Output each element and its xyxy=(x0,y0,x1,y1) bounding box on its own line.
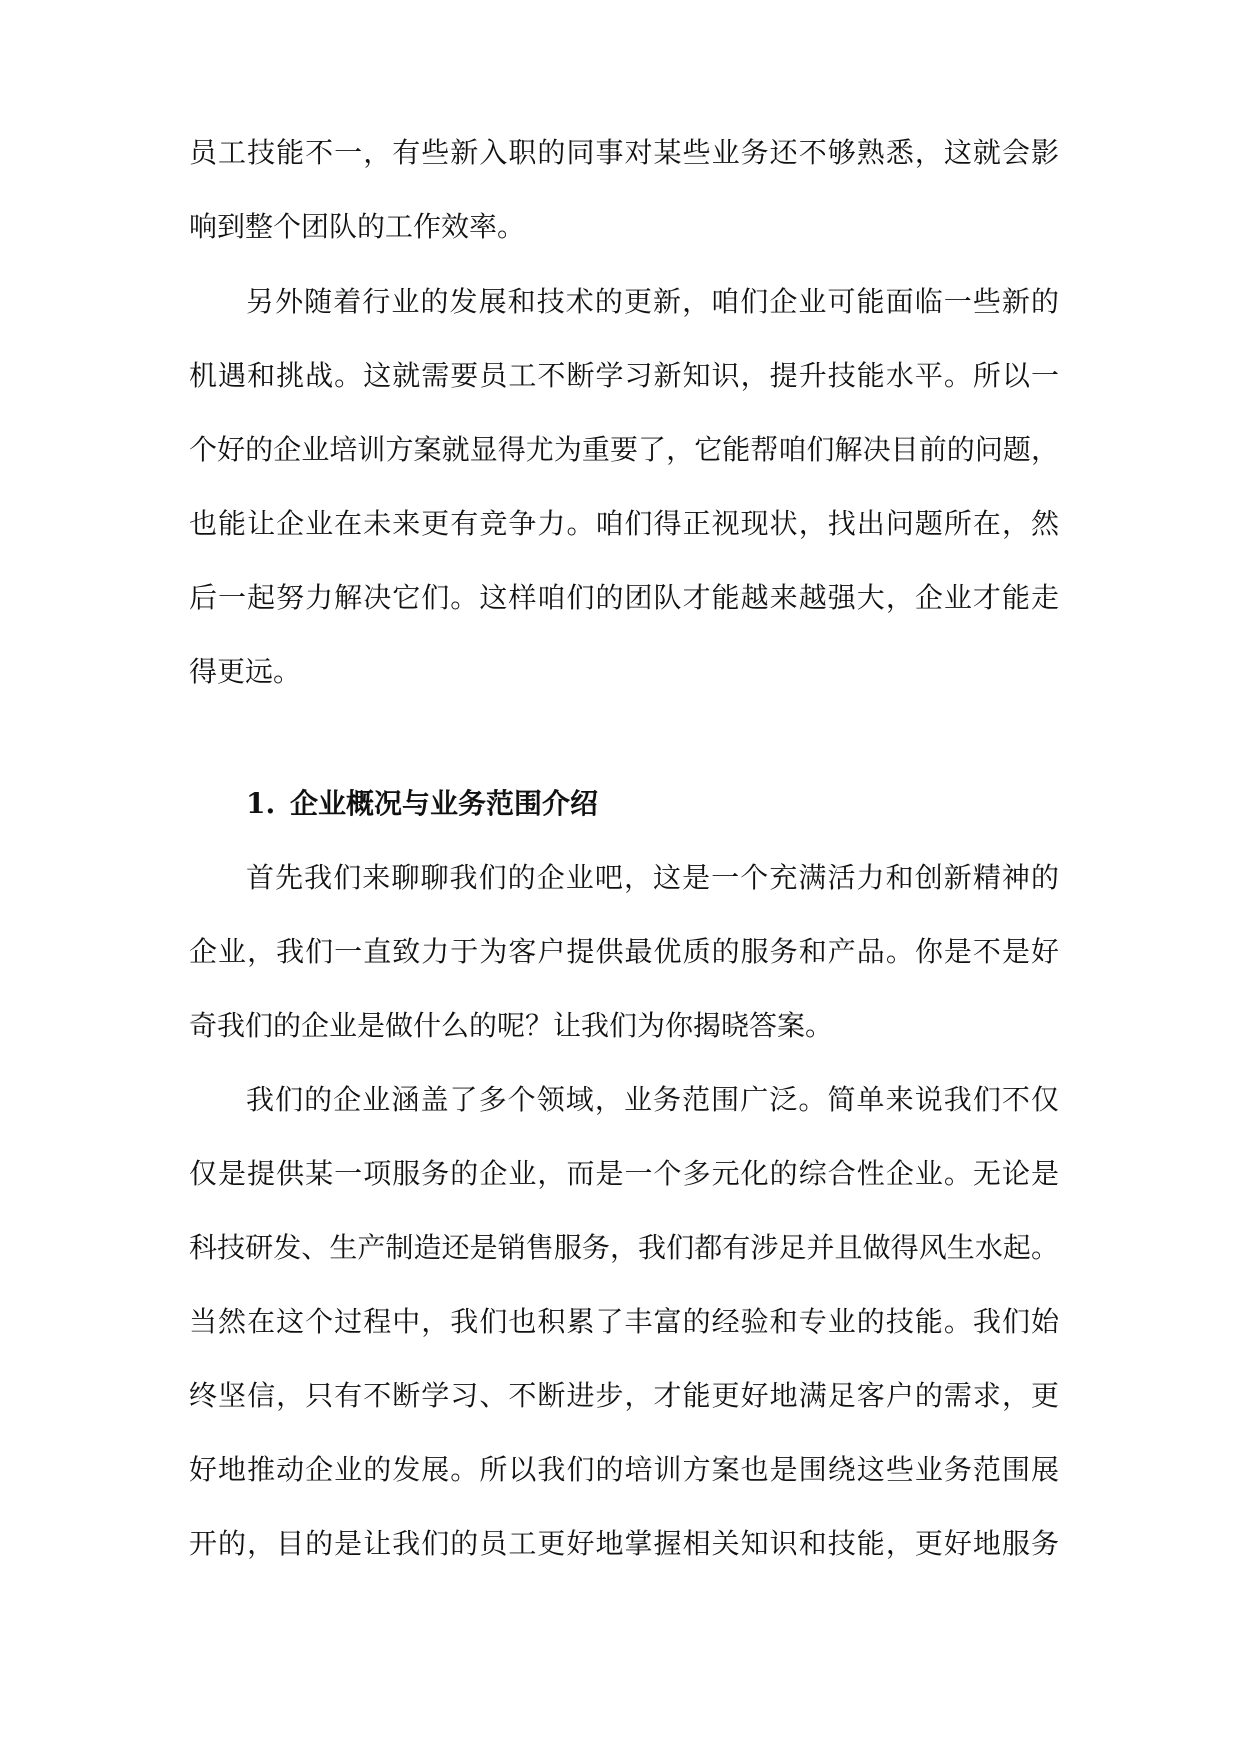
paragraph-4-line-4: 当然在这个过程中，我们也积累了丰富的经验和专业的技能。我们始 xyxy=(189,1305,1059,1338)
paragraph-4-line-6: 好地推动企业的发展。所以我们的培训方案也是围绕这些业务范围展 xyxy=(189,1453,1059,1486)
paragraph-4-line-2: 仅是提供某一项服务的企业，而是一个多元化的综合性企业。无论是 xyxy=(189,1157,1059,1190)
paragraph-2-line-6: 得更远。 xyxy=(189,655,302,688)
paragraph-1-line-2: 响到整个团队的工作效率。 xyxy=(189,210,526,243)
paragraph-3-line-2: 企业，我们一直致力于为客户提供最优质的服务和产品。你是不是好 xyxy=(189,935,1059,968)
section-heading-number: 1. xyxy=(246,787,276,820)
paragraph-1-line-1: 员工技能不一，有些新入职的同事对某些业务还不够熟悉，这就会影 xyxy=(189,136,1059,169)
paragraph-2-line-3: 个好的企业培训方案就显得尤为重要了，它能帮咱们解决目前的问题， xyxy=(189,433,1059,466)
paragraph-4-line-7: 开的，目的是让我们的员工更好地掌握相关知识和技能，更好地服务 xyxy=(189,1527,1059,1560)
paragraph-4-line-3: 科技研发、生产制造还是销售服务，我们都有涉足并且做得风生水起。 xyxy=(189,1231,1059,1264)
paragraph-4-line-5: 终坚信，只有不断学习、不断进步，才能更好地满足客户的需求，更 xyxy=(189,1379,1059,1412)
section-heading-title: 企业概况与业务范围介绍 xyxy=(290,787,599,820)
paragraph-4-line-1: 我们的企业涵盖了多个领域，业务范围广泛。简单来说我们不仅 xyxy=(246,1083,1059,1116)
section-heading xyxy=(246,784,598,824)
paragraph-2-line-1: 另外随着行业的发展和技术的更新，咱们企业可能面临一些新的 xyxy=(246,285,1059,318)
paragraph-3-line-3: 奇我们的企业是做什么的呢？让我们为你揭晓答案。 xyxy=(189,1009,834,1042)
paragraph-3-line-1: 首先我们来聊聊我们的企业吧，这是一个充满活力和创新精神的 xyxy=(246,861,1059,894)
paragraph-2-line-5: 后一起努力解决它们。这样咱们的团队才能越来越强大，企业才能走 xyxy=(189,581,1059,614)
paragraph-2-line-2: 机遇和挑战。这就需要员工不断学习新知识，提升技能水平。所以一 xyxy=(189,359,1059,392)
paragraph-2-line-4: 也能让企业在未来更有竞争力。咱们得正视现状，找出问题所在，然 xyxy=(189,507,1059,540)
